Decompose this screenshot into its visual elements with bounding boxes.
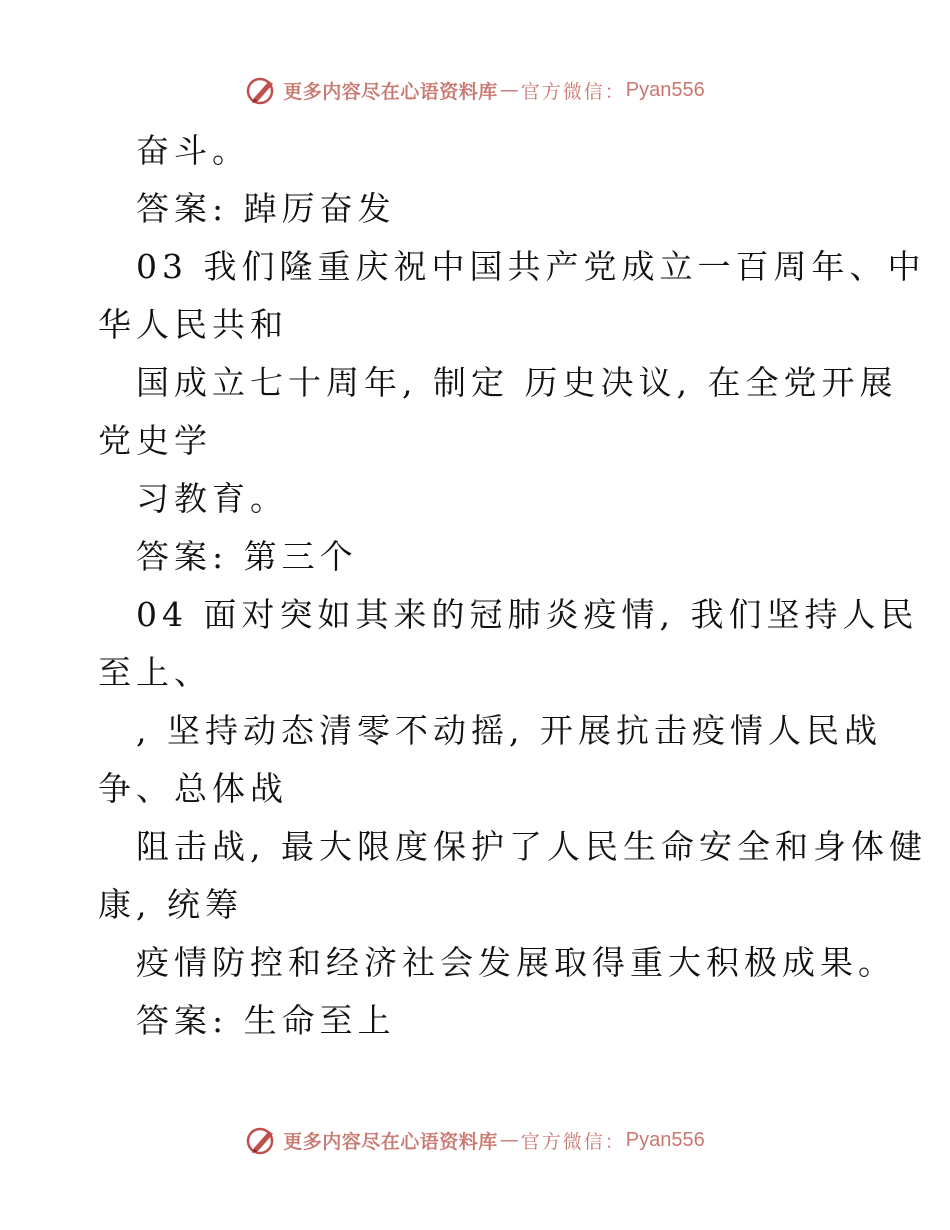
text-line: 习教育。 xyxy=(136,479,288,518)
text-line: 疫情防控和经济社会发展取得重大积极成果。 xyxy=(136,943,896,982)
banner-site-text: 更多内容尽在心语资料库 xyxy=(283,80,498,103)
text-line: 康, 统筹 xyxy=(98,885,243,924)
text-line: 阻击战, 最大限度保护了人民生命安全和身体健 xyxy=(136,827,927,866)
text-line: 争、总体战 xyxy=(98,769,288,808)
text-line: 答案: 踔厉奋发 xyxy=(136,189,396,228)
footer-watermark xyxy=(0,1120,950,1160)
text-line: 答案: 生命至上 xyxy=(136,1001,396,1040)
banner-wechat-label: 官方微信： xyxy=(520,80,626,103)
text-line: 奋斗。 xyxy=(136,131,250,170)
text-line: 国成立七十周年, 制定 历史决议, 在全党开展 xyxy=(136,363,898,402)
banner-dash: — xyxy=(499,79,519,101)
text-line: 04 面对突如其来的冠肺炎疫情, 我们坚持人民 xyxy=(136,595,919,634)
banner-wechat-label: 官方微信： xyxy=(520,1130,626,1153)
banner-wechat-id: Pyan556 xyxy=(625,78,705,101)
text-line: 答案: 第三个 xyxy=(136,537,358,576)
text-line: 至上、 xyxy=(98,653,212,692)
text-line: 03 我们隆重庆祝中国共产党成立一百周年、中 xyxy=(136,247,926,286)
header-watermark xyxy=(0,70,950,110)
pen-logo-icon xyxy=(245,1123,279,1157)
banner-site-text: 更多内容尽在心语资料库 xyxy=(283,1130,498,1153)
pen-logo-icon xyxy=(245,73,279,107)
banner-wechat-id: Pyan556 xyxy=(625,1128,705,1151)
text-line: , 坚持动态清零不动摇, 开展抗击疫情人民战 xyxy=(136,711,882,750)
banner-dash: — xyxy=(499,1129,519,1151)
document-body xyxy=(98,122,927,1050)
text-line: 华人民共和 xyxy=(98,305,288,344)
text-line: 党史学 xyxy=(98,421,212,460)
